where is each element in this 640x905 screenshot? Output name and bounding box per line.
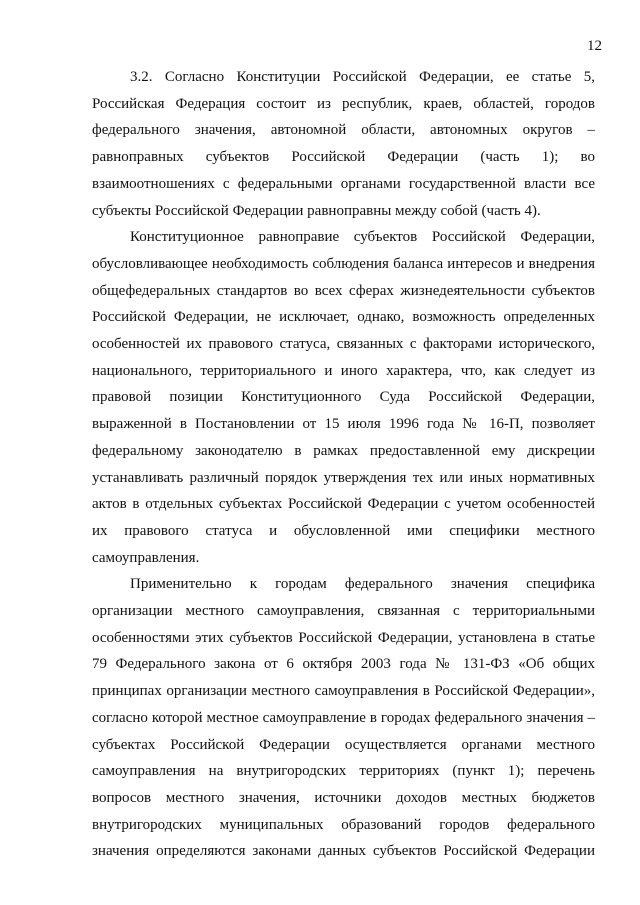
text-line: Российская Федерация состоит из республик, краев, областей, городов [92, 95, 595, 112]
text-line: 79 Федерального закона от 6 октября 2003 года № 131-ФЗ «Об общих [92, 656, 595, 673]
text-line: принципах организации местного самоуправления в Российской Федерации», [92, 683, 595, 700]
text-line: особенностями этих субъектов Российской Федерации, установлена в статье [92, 629, 595, 646]
text-line: взаимоотношениях с федеральными органами государственной власти все [92, 175, 595, 192]
text-line: общефедеральных стандартов во всех сферах жизнедеятельности субъектов [92, 282, 595, 299]
text-line: Применительно к городам федерального значения специфика [130, 576, 595, 593]
text-line: самоуправления. [92, 549, 200, 566]
text-line: вопросов местного значения, источники доходов местных бюджетов [92, 789, 595, 806]
text-line: 3.2. Согласно Конституции Российской Федерации, ее статье 5, [130, 69, 595, 85]
text-line: национального, территориального и иного характера, что, как следует из [92, 362, 595, 379]
text-line: значения определяются законами данных субъектов Российской Федерации [92, 843, 595, 860]
text-line: Российской Федерации, не исключает, однако, возможность определенных [92, 309, 595, 326]
text-line: актов в отдельных субъектах Российской Федерации с учетом особенностей [92, 496, 595, 513]
text-line: организации местного самоуправления, связанная с территориальными [92, 603, 595, 620]
text-line: обусловливающее необходимость соблюдения баланса интересов и внедрения [92, 255, 595, 272]
text-line: выраженной в Постановлении от 15 июля 1996 года № 16-П, позволяет [92, 416, 595, 433]
paragraph [92, 64, 595, 224]
text-line: правовой позиции Конституционного Суда Российской Федерации, [92, 389, 595, 406]
document-body [92, 64, 595, 865]
text-line: их правового статуса и обусловленной ими специфики местного [92, 522, 595, 539]
text-line: устанавливать различный порядок утверждения тех или иных нормативных [92, 469, 595, 486]
text-line: субъекты Российской Федерации равноправны между собой (часть 4). [92, 202, 541, 219]
paragraph [92, 571, 595, 865]
text-line: самоуправления на внутригородских территориях (пункт 1); перечень [92, 763, 595, 780]
text-line: особенностей их правового статуса, связанных с факторами исторического, [92, 336, 595, 353]
text-line: Конституционное равноправие субъектов Российской Федерации, [130, 229, 595, 246]
text-line: внутригородских муниципальных образований городов федерального [92, 816, 595, 833]
text-line: федерального значения, автономной области, автономных округов – [92, 122, 595, 139]
text-line: согласно которой местное самоуправление в городах федерального значения – [92, 709, 595, 726]
paragraph [92, 224, 595, 571]
text-line: субъектах Российской Федерации осуществляется органами местного [92, 736, 595, 753]
page-number: 12 [587, 38, 602, 54]
text-line: федеральному законодателю в рамках предоставленной ему дискреции [92, 442, 595, 459]
text-line: равноправных субъектов Российской Федерации (часть 1); во [92, 149, 595, 166]
